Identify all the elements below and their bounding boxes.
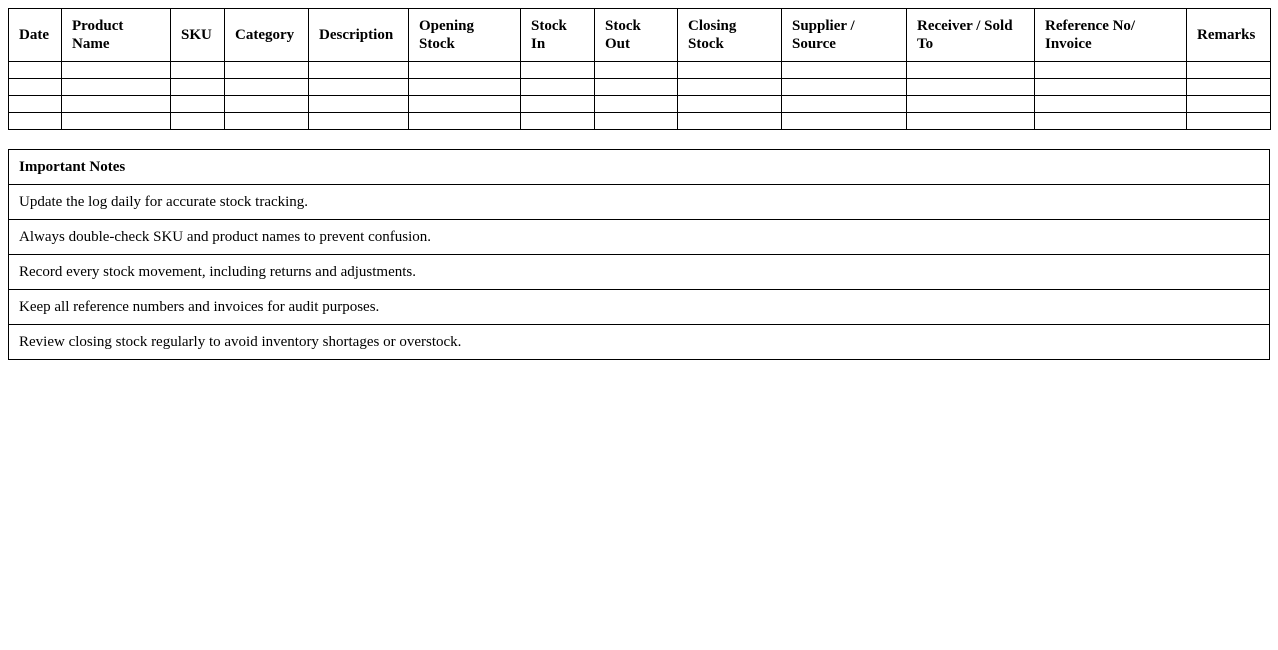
- table-cell[interactable]: [171, 79, 225, 96]
- stock-log-page: [8, 8, 1270, 360]
- table-cell[interactable]: [595, 62, 678, 79]
- table-cell[interactable]: [309, 96, 409, 113]
- table-row: [9, 113, 1271, 130]
- table-cell[interactable]: [1035, 79, 1187, 96]
- table-header-row: [9, 9, 1271, 62]
- note-item: Keep all reference numbers and invoices for audit purposes.: [9, 290, 1270, 325]
- column-header-remarks: Remarks: [1187, 9, 1271, 62]
- table-row: [9, 79, 1271, 96]
- column-header-product-name: Product Name: [62, 9, 171, 62]
- table-cell[interactable]: [1187, 113, 1271, 130]
- table-cell[interactable]: [521, 96, 595, 113]
- table-cell[interactable]: [782, 113, 907, 130]
- table-cell[interactable]: [907, 96, 1035, 113]
- important-notes-table: [8, 149, 1270, 360]
- table-cell[interactable]: [782, 96, 907, 113]
- table-cell[interactable]: [1035, 113, 1187, 130]
- column-header-supplier-source: Supplier / Source: [782, 9, 907, 62]
- table-cell[interactable]: [678, 113, 782, 130]
- table-row: [9, 96, 1271, 113]
- column-header-closing-stock: Closing Stock: [678, 9, 782, 62]
- column-header-description: Description: [309, 9, 409, 62]
- table-cell[interactable]: [9, 79, 62, 96]
- table-cell[interactable]: [409, 113, 521, 130]
- table-cell[interactable]: [225, 79, 309, 96]
- table-cell[interactable]: [309, 113, 409, 130]
- table-cell[interactable]: [1187, 96, 1271, 113]
- table-cell[interactable]: [907, 79, 1035, 96]
- table-cell[interactable]: [62, 62, 171, 79]
- table-cell[interactable]: [782, 62, 907, 79]
- table-cell[interactable]: [9, 62, 62, 79]
- table-cell[interactable]: [907, 113, 1035, 130]
- table-cell[interactable]: [595, 79, 678, 96]
- column-header-opening-stock: Opening Stock: [409, 9, 521, 62]
- table-cell[interactable]: [1187, 79, 1271, 96]
- table-cell[interactable]: [171, 62, 225, 79]
- stock-log-table: [8, 8, 1271, 130]
- table-cell[interactable]: [309, 62, 409, 79]
- table-cell[interactable]: [1187, 62, 1271, 79]
- table-cell[interactable]: [907, 62, 1035, 79]
- column-header-stock-out: Stock Out: [595, 9, 678, 62]
- table-cell[interactable]: [678, 96, 782, 113]
- column-header-sku: SKU: [171, 9, 225, 62]
- table-cell[interactable]: [62, 113, 171, 130]
- table-cell[interactable]: [62, 96, 171, 113]
- table-cell[interactable]: [409, 96, 521, 113]
- table-cell[interactable]: [225, 113, 309, 130]
- table-cell[interactable]: [678, 62, 782, 79]
- note-item: Update the log daily for accurate stock tracking.: [9, 185, 1270, 220]
- table-cell[interactable]: [409, 79, 521, 96]
- notes-title: Important Notes: [9, 150, 1270, 185]
- table-cell[interactable]: [595, 96, 678, 113]
- column-header-reference-invoice: Reference No/ Invoice: [1035, 9, 1187, 62]
- table-cell[interactable]: [521, 79, 595, 96]
- note-item: Review closing stock regularly to avoid inventory shortages or overstock.: [9, 325, 1270, 360]
- column-header-category: Category: [225, 9, 309, 62]
- table-cell[interactable]: [225, 62, 309, 79]
- table-cell[interactable]: [171, 96, 225, 113]
- column-header-stock-in: Stock In: [521, 9, 595, 62]
- table-cell[interactable]: [171, 113, 225, 130]
- note-item: Always double-check SKU and product names to prevent confusion.: [9, 220, 1270, 255]
- table-cell[interactable]: [521, 62, 595, 79]
- table-cell[interactable]: [9, 113, 62, 130]
- table-cell[interactable]: [782, 79, 907, 96]
- table-cell[interactable]: [62, 79, 171, 96]
- table-cell[interactable]: [9, 96, 62, 113]
- column-header-receiver-sold-to: Receiver / Sold To: [907, 9, 1035, 62]
- stock-log-body: [9, 62, 1271, 130]
- table-row: [9, 62, 1271, 79]
- table-cell[interactable]: [1035, 62, 1187, 79]
- note-item: Record every stock movement, including returns and adjustments.: [9, 255, 1270, 290]
- table-cell[interactable]: [1035, 96, 1187, 113]
- table-cell[interactable]: [409, 62, 521, 79]
- table-cell[interactable]: [521, 113, 595, 130]
- table-cell[interactable]: [678, 79, 782, 96]
- table-cell[interactable]: [225, 96, 309, 113]
- table-cell[interactable]: [309, 79, 409, 96]
- table-cell[interactable]: [595, 113, 678, 130]
- column-header-date: Date: [9, 9, 62, 62]
